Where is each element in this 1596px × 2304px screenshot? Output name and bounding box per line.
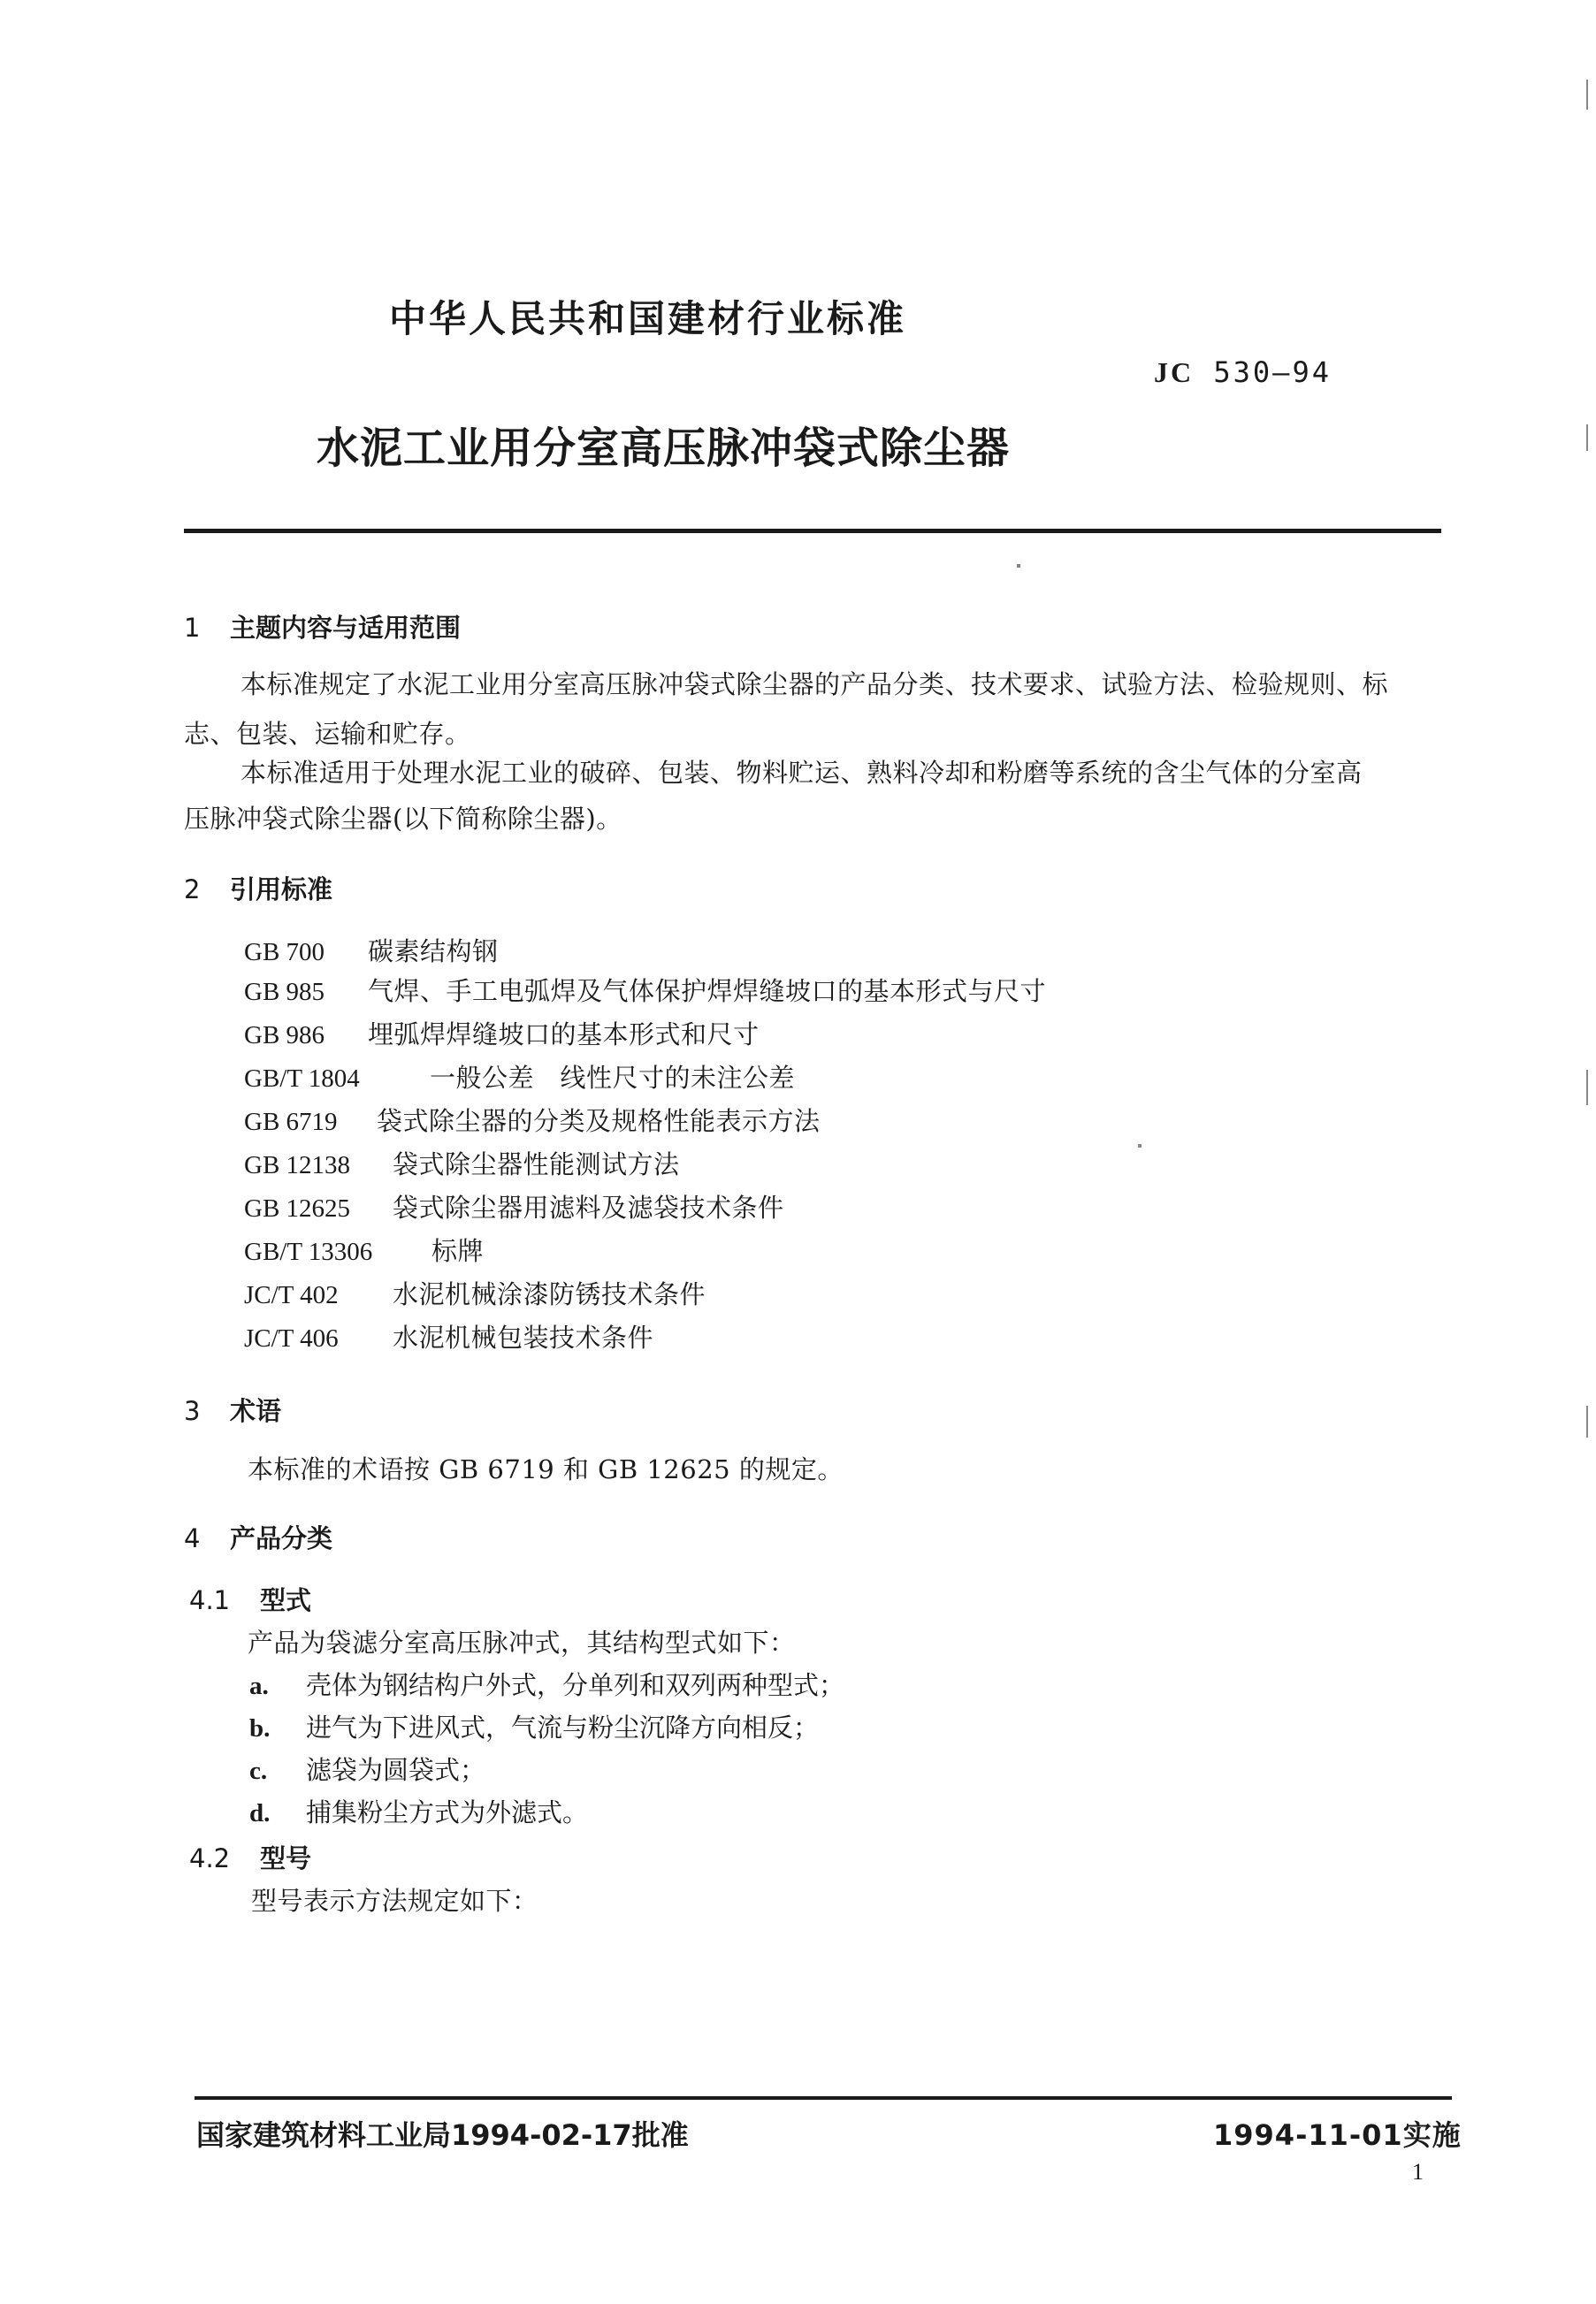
section-3-paragraph: 本标准的术语按 GB 6719 和 GB 12625 的规定。 bbox=[248, 1454, 844, 1484]
reference-item: JC/T 406 水泥机械包装技术条件 bbox=[244, 1323, 654, 1353]
scan-artifact bbox=[1586, 80, 1588, 110]
scan-artifact bbox=[1586, 1406, 1588, 1438]
list-item: b. 进气为下进风式，气流与粉尘沉降方向相反； bbox=[249, 1713, 820, 1743]
list-item: a. 壳体为钢结构户外式，分单列和双列两种型式； bbox=[249, 1670, 845, 1700]
reference-item: JC/T 402 水泥机械涂漆防锈技术条件 bbox=[244, 1279, 706, 1309]
section-4-2-intro: 型号表示方法规定如下： bbox=[251, 1886, 538, 1916]
section-2-heading: 2 引用标准 bbox=[184, 874, 333, 904]
effective-date: 1994-11-01实施 bbox=[1213, 2118, 1462, 2152]
section-1-heading: 1 主题内容与适用范围 bbox=[184, 613, 462, 643]
scan-artifact bbox=[1017, 564, 1020, 568]
section-1-paragraph-1-line-2: 志、包装、运输和贮存。 bbox=[184, 719, 471, 749]
section-4-2-heading: 4.2 型号 bbox=[189, 1843, 312, 1873]
header-divider bbox=[184, 529, 1441, 533]
section-4-1-intro: 产品为袋滤分室高压脉冲式，其结构型式如下： bbox=[248, 1628, 796, 1658]
list-item: c. 滤袋为圆袋式； bbox=[249, 1755, 486, 1785]
issuer-heading: 中华人民共和国建材行业标准 bbox=[389, 297, 907, 340]
document-title: 水泥工业用分室高压脉冲袋式除尘器 bbox=[317, 423, 1011, 473]
standard-code bbox=[1154, 355, 1332, 389]
page-number: 1 bbox=[1412, 2159, 1424, 2185]
scan-artifact bbox=[1586, 424, 1588, 451]
standard-code-prefix: JC bbox=[1154, 356, 1195, 388]
reference-item: GB 6719 袋式除尘器的分类及规格性能表示方法 bbox=[244, 1106, 821, 1136]
reference-item: GB/T 13306 标牌 bbox=[244, 1236, 485, 1266]
reference-item: GB 12138 袋式除尘器性能测试方法 bbox=[244, 1149, 680, 1179]
section-4-heading: 4 产品分类 bbox=[184, 1523, 333, 1553]
scan-artifact bbox=[1586, 1070, 1588, 1105]
reference-item: GB 12625 袋式除尘器用滤料及滤袋技术条件 bbox=[244, 1193, 784, 1223]
reference-item: GB 700 碳素结构钢 bbox=[244, 936, 499, 966]
section-3-heading: 3 术语 bbox=[184, 1396, 282, 1426]
approval-line: 国家建筑材料工业局1994-02-17批准 bbox=[196, 2118, 689, 2152]
standard-code-number: 530—94 bbox=[1213, 355, 1332, 389]
section-1-paragraph-2-line-1: 本标准适用于处理水泥工业的破碎、包装、物料贮运、熟料冷却和粉磨等系统的含尘气体的分室高 bbox=[241, 758, 1363, 788]
reference-item: GB 985 气焊、手工电弧焊及气体保护焊焊缝坡口的基本形式与尺寸 bbox=[244, 976, 1047, 1006]
footer-divider bbox=[195, 2096, 1452, 2100]
reference-item: GB/T 1804 一般公差 线性尺寸的未注公差 bbox=[244, 1063, 796, 1093]
scan-artifact bbox=[1138, 1144, 1142, 1148]
reference-item: GB 986 埋弧焊焊缝坡口的基本形式和尺寸 bbox=[244, 1019, 760, 1049]
section-1-paragraph-1-line-1: 本标准规定了水泥工业用分室高压脉冲袋式除尘器的产品分类、技术要求、试验方法、检验规则、标 bbox=[241, 669, 1389, 699]
section-1-paragraph-2-line-2: 压脉冲袋式除尘器(以下简称除尘器)。 bbox=[184, 804, 622, 834]
section-4-1-heading: 4.1 型式 bbox=[189, 1585, 312, 1615]
list-item: d. 捕集粉尘方式为外滤式。 bbox=[249, 1797, 589, 1827]
